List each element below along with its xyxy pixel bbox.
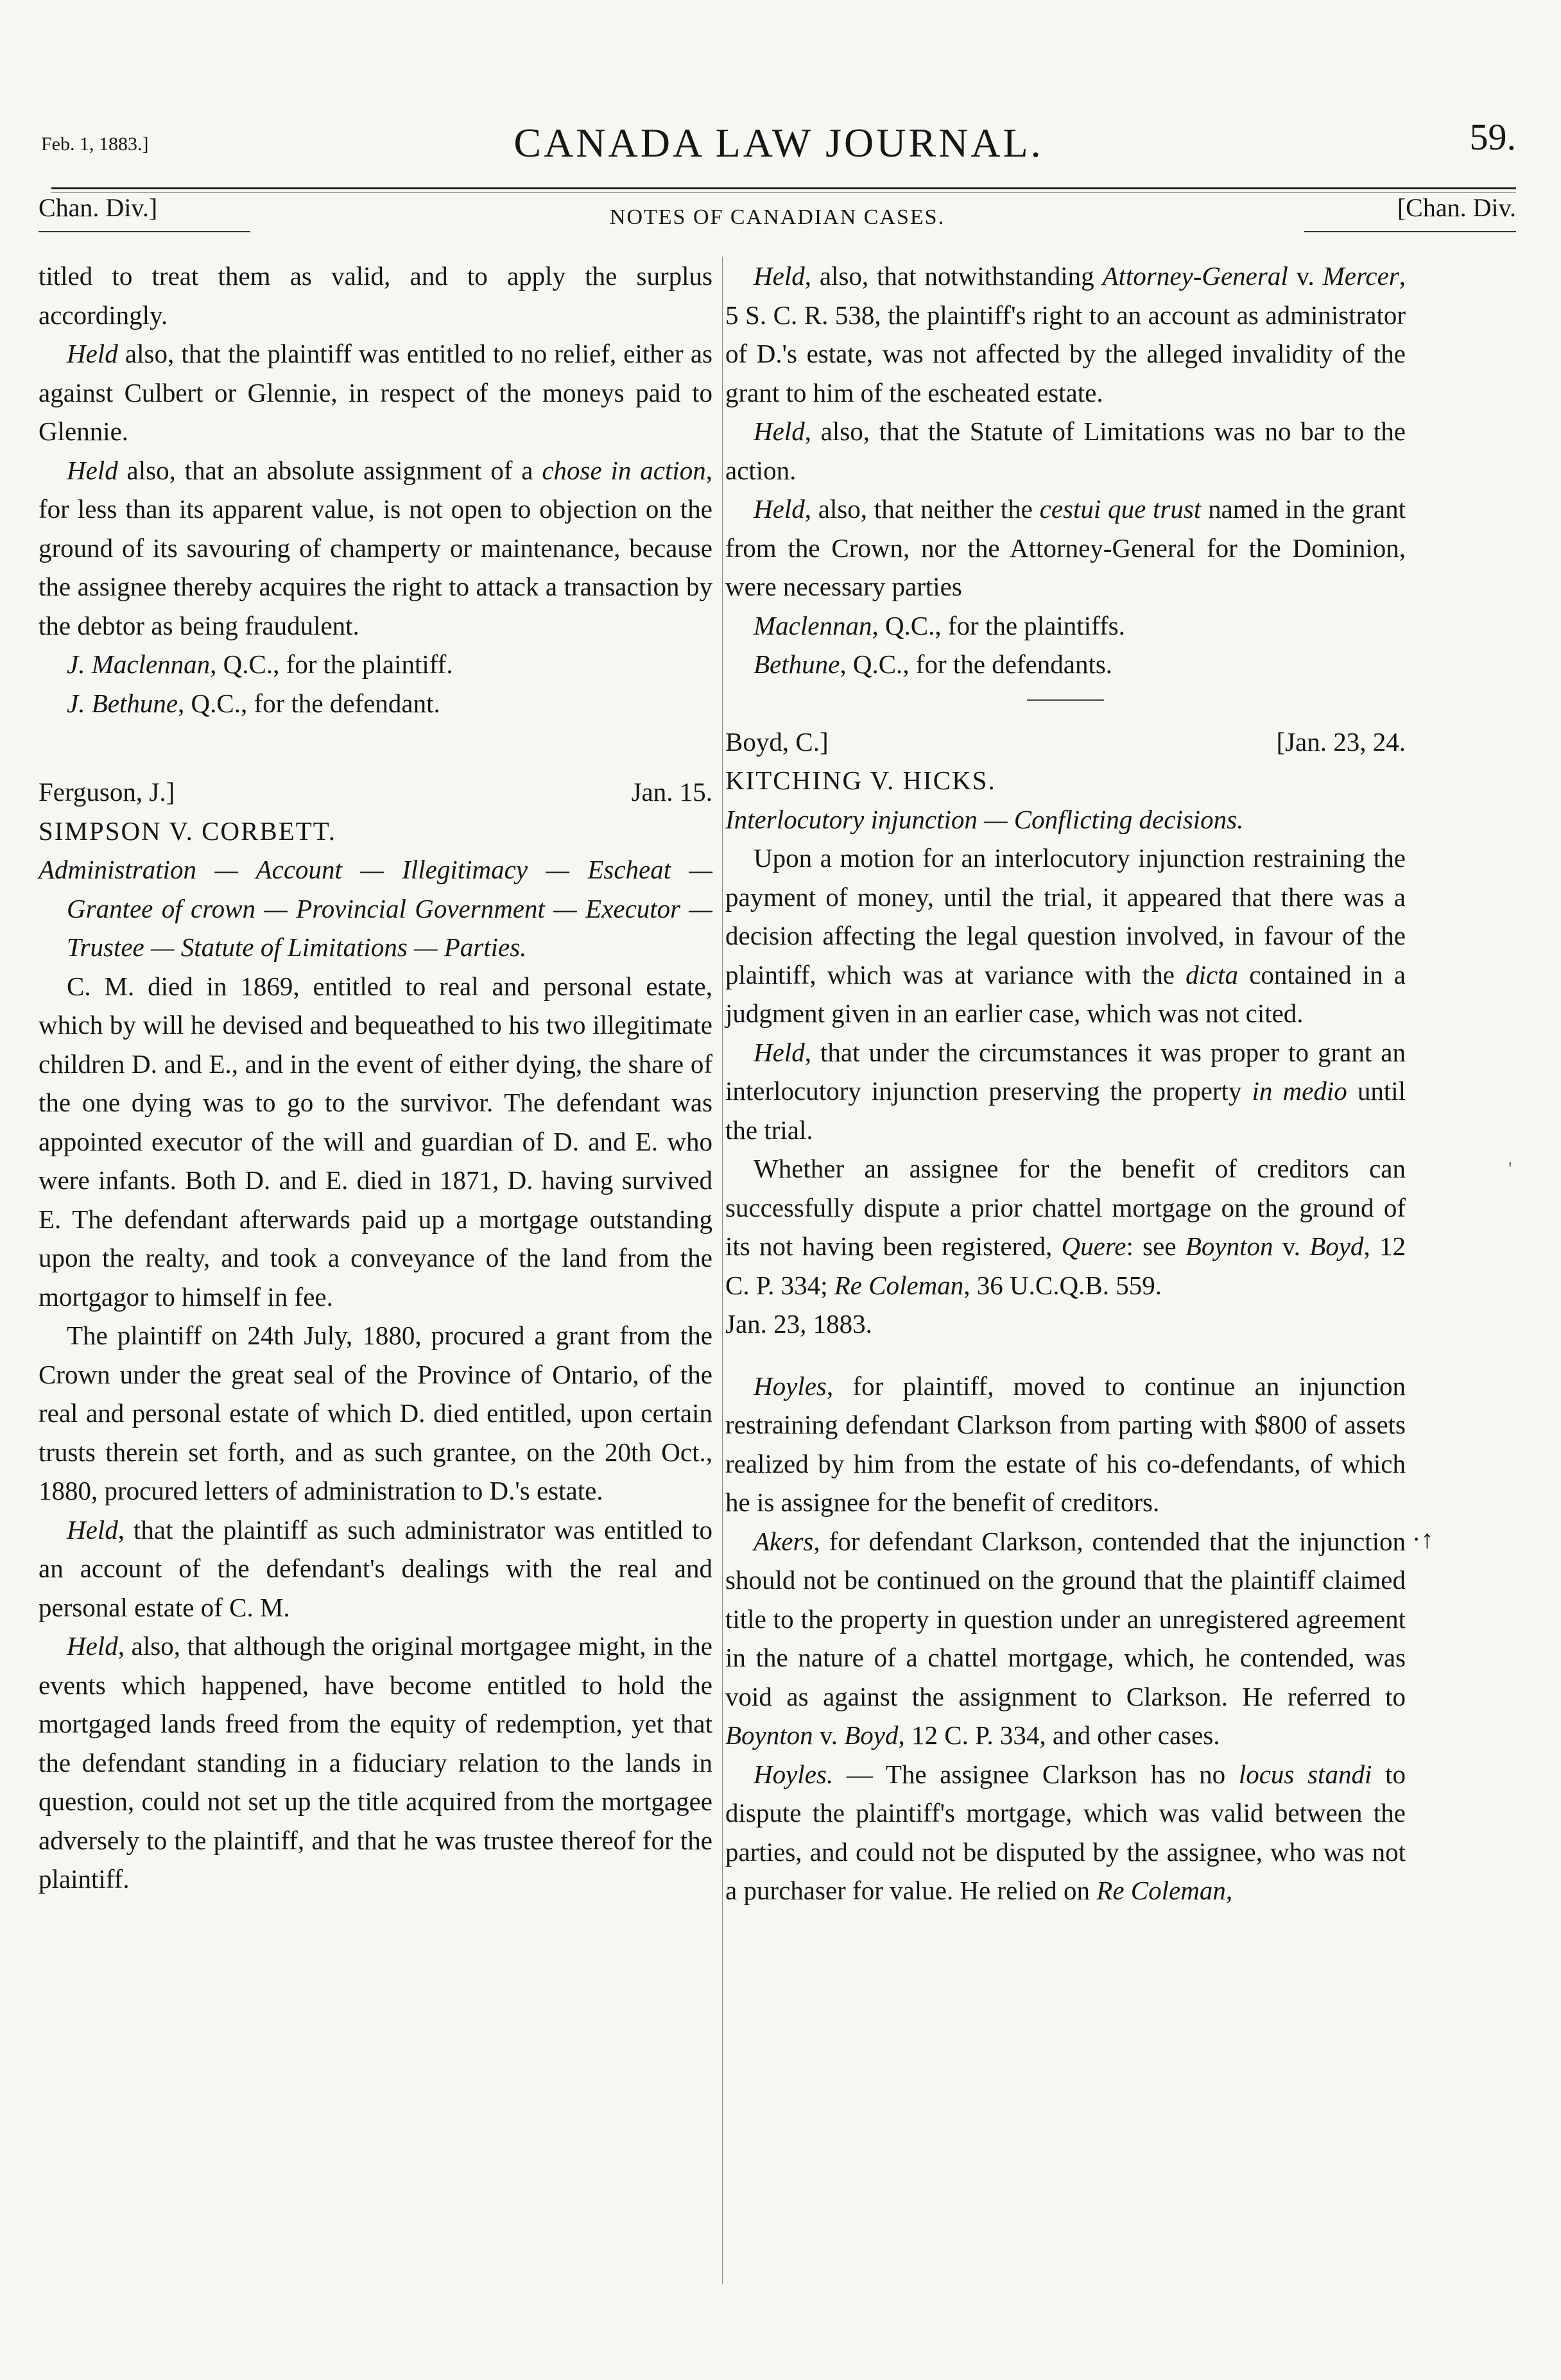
- left-column: [39, 257, 712, 1899]
- judge: Ferguson, J.]: [39, 777, 175, 807]
- paragraph: Held also, that the plaintiff was entitled to no relief, either as against Culbert or Glennie, in respect of the moneys paid to Glennie.: [39, 339, 712, 446]
- case-heading: [725, 723, 1406, 762]
- header-rule: [51, 187, 1516, 189]
- paragraph: titled to treat them as valid, and to apply the surplus accordingly.: [39, 261, 712, 330]
- paragraph: Hoyles, for plaintiff, moved to continue an injunction restraining defendant Clarkson from parting with $800 of assets realized by him from the estate of his co-defendants, of which he is assignee for the benefit of creditors.: [725, 1371, 1406, 1517]
- paragraph: Held, that the plaintiff as such administrator was entitled to an account of the defendant's dealings with the real and personal estate of C. M.: [39, 1514, 712, 1622]
- case-title: SIMPSON V. CORBETT.: [39, 816, 337, 846]
- left-division-rule: [39, 231, 250, 232]
- margin-tick: ': [1508, 1158, 1512, 1179]
- page-number: 59.: [1469, 116, 1516, 158]
- case-title: KITCHING V. HICKS.: [725, 766, 996, 795]
- judgment-date: Jan. 23, 1883.: [725, 1309, 872, 1339]
- paragraph: Held, also, that although the original mortgagee might, in the events which happened, have become entitled to hold the mortgaged lands freed from the equity of redemption, yet that the defendant standing in a fiduciary relation to the lands in question, could not set up the title acquired from the mortgagee adversely to the plaintiff, and that he was trustee thereof for the plaintiff.: [39, 1631, 712, 1894]
- paragraph: Hoyles. — The assignee Clarkson has no locus standi to dispute the plaintiff's mortgage, which was valid between the parties, and could not be disputed by the assignee, who was not a purchaser for value. He relied on Re Coleman,: [725, 1759, 1406, 1905]
- paragraph: The plaintiff on 24th July, 1880, procured a grant from the Crown under the great seal of the Province of Ontario, of the real and personal estate of which D. died entitled, upon certain trusts therein set forth, and as such grantee, on the 20th Oct., 1880, procured letters of administration to D.'s estate.: [39, 1321, 712, 1505]
- column-divider: [722, 257, 723, 2284]
- paragraph: Held, also, that neither the cestui que trust named in the grant from the Crown, nor the Attorney-General for the Dominion, were necessary parties: [725, 494, 1406, 601]
- paragraph: Akers, for defendant Clarkson, contended that the injunction should not be continued on the ground that the plaintiff claimed title to the property in question under an unregistered agreement in the nature of a chattel mortgage, which, he contended, was void as against the assignment to Clarkson. He referred to Boynton v. Boyd, 12 C. P. 334, and other cases.: [725, 1526, 1406, 1750]
- paragraph: Upon a motion for an interlocutory injunction restraining the payment of money, until the trial, it appeared that there was a decision affecting the legal question involved, in favour of the plaintiff, which was at variance with the dicta contained in a judgment given in an earlier case, which was not cited.: [725, 843, 1406, 1028]
- paragraph: Held, also, that notwithstanding Attorney-General v. Mercer, 5 S. C. R. 538, the plaintiff's right to an account as administrator of D.'s estate, was not affected by the alleged invalidity of the grant to him of the escheated estate.: [725, 261, 1406, 407]
- running-header: [41, 109, 1516, 186]
- paragraph: Held, that under the circumstances it was proper to grant an interlocutory injunction preserving the property in medio until the trial.: [725, 1037, 1406, 1145]
- paragraph: Held also, that an absolute assignment of a chose in action, for less than its apparent value, is not open to objection on the ground of its savouring of champerty or maintenance, because the assignee thereby acquires the right to attack a transaction by the debtor as being fraudulent.: [39, 455, 712, 640]
- paragraph: Whether an assignee for the benefit of creditors can successfully dispute a prior chattel mortgage on the ground of its not having been registered, Quere: see Boynton v. Boyd, 12 C. P. 334; Re Coleman, 36 U.C.Q.B. 559.: [725, 1154, 1406, 1300]
- right-division-rule: [1304, 231, 1516, 232]
- journal-title: CANADA LAW JOURNAL.: [513, 120, 1044, 166]
- issue-date: Feb. 1, 1883.]: [41, 133, 149, 155]
- margin-mark: ·↑: [1412, 1525, 1434, 1554]
- catchwords: Interlocutory injunction — Conflicting decisions.: [725, 804, 1244, 834]
- case-heading: [39, 773, 712, 812]
- paragraph: C. M. died in 1869, entitled to real and personal estate, which by will he devised and bequeathed to his two illegitimate children D. and E., and in the event of either dying, the share of the one dying was to go to the survivor. The defendant was appointed executor of the will and guardian of D. and E. who were infants. Both D. and E. died in 1871, D. having survived E. The defendant afterwards paid up a mortgage outstanding upon the realty, and took a conveyance of the land from the mortgagor to himself in fee.: [39, 971, 712, 1312]
- case-separator: [1027, 699, 1104, 701]
- right-division-label: [Chan. Div.: [1397, 193, 1516, 222]
- counsel-line: J. Maclennan, Q.C., for the plaintiff.: [67, 649, 453, 679]
- left-division-label: Chan. Div.]: [39, 193, 158, 222]
- counsel-line: Maclennan, Q.C., for the plaintiffs.: [754, 610, 1125, 640]
- case-date: [Jan. 23, 24.: [1276, 726, 1406, 757]
- counsel-line: J. Bethune, Q.C., for the defendant.: [67, 688, 440, 718]
- section-title: NOTES OF CANADIAN CASES.: [609, 205, 945, 229]
- counsel-line: Bethune, Q.C., for the defendants.: [754, 649, 1113, 679]
- catchwords: Administration — Account — Illegitimacy — Escheat — Grantee of crown — Provincial Government — Executor — Trustee — Statute of Limitations — Parties.: [39, 855, 712, 962]
- paragraph: Held, also, that the Statute of Limitations was no bar to the action.: [725, 416, 1406, 485]
- case-date: Jan. 15.: [631, 777, 712, 807]
- judge: Boyd, C.]: [725, 726, 829, 757]
- section-header: [39, 193, 1516, 237]
- right-column: [725, 257, 1406, 1910]
